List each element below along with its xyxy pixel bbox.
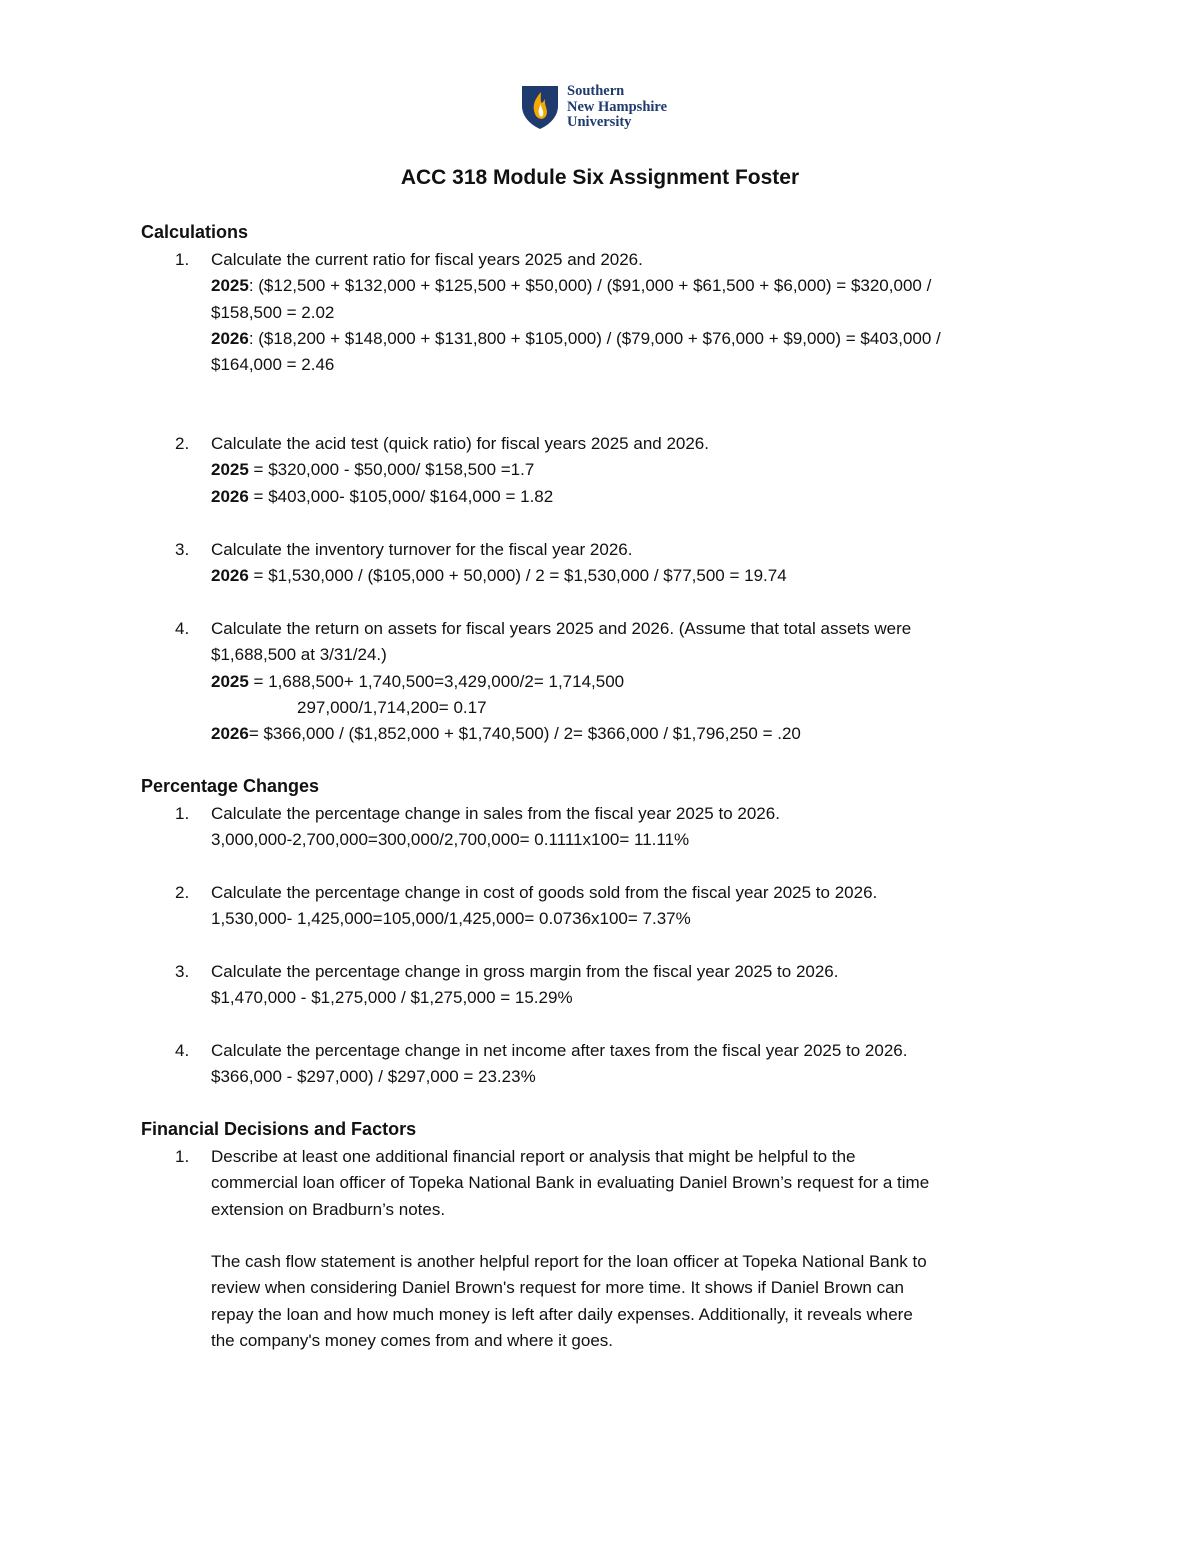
answer-text: The cash flow statement is another helpful report for the loan officer at Topeka National Bank to bbox=[211, 1252, 927, 1272]
logo-line-1: Southern bbox=[567, 83, 625, 99]
percentage-changes-heading: Percentage Changes bbox=[141, 776, 320, 796]
answer-text: = $1,530,000 / ($105,000 + 50,000) / 2 = $1,530,000 / $77,500 = 19.74 bbox=[248, 566, 787, 586]
item-number: 1. bbox=[175, 1147, 190, 1166]
calculations-heading: Calculations bbox=[141, 222, 249, 242]
answer-text: : ($18,200 + $148,000 + $131,800 + $105,000) / ($79,000 + $76,000 + $9,000) = $403,000 / bbox=[248, 328, 941, 348]
answer-text: $164,000 = 2.46 bbox=[211, 355, 335, 375]
answer-text: review when considering Daniel Brown's request for more time. It shows if Daniel Brown can bbox=[211, 1278, 904, 1298]
calc-item-4 bbox=[141, 616, 1071, 747]
question-prompt: $1,688,500 at 3/31/24.) bbox=[211, 645, 387, 665]
logo-line-3: University bbox=[567, 114, 632, 130]
logo-line-2: New Hampshire bbox=[567, 98, 668, 115]
question-prompt: extension on Bradburn’s notes. bbox=[211, 1199, 446, 1219]
year-label: 2026 bbox=[211, 328, 249, 348]
item-number: 2. bbox=[175, 883, 190, 902]
year-label: 2025 bbox=[211, 460, 249, 480]
answer-text: = $366,000 / ($1,852,000 + $1,740,500) / 2= $366,000 / $1,796,250 = .20 bbox=[248, 724, 801, 744]
pct-item-1 bbox=[141, 801, 1071, 854]
question-prompt: Describe at least one additional financial report or analysis that might be helpful to the bbox=[211, 1147, 856, 1166]
calc-item-1 bbox=[141, 247, 1071, 378]
shield-flame-icon bbox=[520, 84, 560, 130]
university-logo bbox=[520, 84, 690, 132]
item-number: 2. bbox=[175, 434, 190, 453]
year-label: 2026 bbox=[211, 724, 249, 744]
answer-text: 3,000,000-2,700,000=300,000/2,700,000= 0.1111x100= 11.11% bbox=[211, 830, 690, 850]
pct-item-4 bbox=[141, 1038, 1071, 1091]
question-prompt: commercial loan officer of Topeka National Bank in evaluating Daniel Brown’s request for a time bbox=[211, 1173, 930, 1193]
year-label: 2026 bbox=[211, 566, 249, 586]
item-number: 1. bbox=[175, 250, 190, 269]
answer-text: $366,000 - $297,000) / $297,000 = 23.23% bbox=[211, 1067, 536, 1087]
logo-wordmark bbox=[567, 84, 667, 131]
item-number: 3. bbox=[175, 540, 190, 559]
calc-item-2 bbox=[141, 431, 1071, 510]
document-title: ACC 318 Module Six Assignment Foster bbox=[400, 166, 800, 189]
question-prompt: Calculate the return on assets for fiscal years 2025 and 2026. (Assume that total assets were bbox=[211, 619, 912, 638]
answer-text: the company's money comes from and where it goes. bbox=[211, 1331, 613, 1351]
item-number: 1. bbox=[175, 804, 190, 823]
item-number: 3. bbox=[175, 962, 190, 981]
year-label: 2025 bbox=[211, 276, 249, 296]
fin-item-1 bbox=[141, 1144, 1071, 1354]
answer-text: $158,500 = 2.02 bbox=[211, 302, 335, 322]
question-prompt: Calculate the acid test (quick ratio) for fiscal years 2025 and 2026. bbox=[211, 434, 709, 453]
answer-text: $1,470,000 - $1,275,000 / $1,275,000 = 15.29% bbox=[211, 988, 573, 1008]
financial-decisions-heading: Financial Decisions and Factors bbox=[141, 1119, 417, 1139]
answer-text: : ($12,500 + $132,000 + $125,500 + $50,000) / ($91,000 + $61,500 + $6,000) = $320,000 / bbox=[248, 276, 932, 296]
item-number: 4. bbox=[175, 1041, 190, 1060]
answer-text: 1,530,000- 1,425,000=105,000/1,425,000= 0.0736x100= 7.37% bbox=[211, 909, 691, 929]
item-number: 4. bbox=[175, 619, 190, 638]
calc-item-3 bbox=[141, 537, 1071, 590]
answer-text: repay the loan and how much money is left after daily expenses. Additionally, it reveals where bbox=[211, 1304, 913, 1324]
answer-text: = $403,000- $105,000/ $164,000 = 1.82 bbox=[248, 486, 554, 506]
pct-item-2 bbox=[141, 880, 1071, 933]
pct-item-3 bbox=[141, 959, 1071, 1012]
question-prompt: Calculate the percentage change in sales from the fiscal year 2025 to 2026. bbox=[211, 804, 780, 823]
question-prompt: Calculate the percentage change in cost of goods sold from the fiscal year 2025 to 2026. bbox=[211, 883, 878, 902]
question-prompt: Calculate the percentage change in net income after taxes from the fiscal year 2025 to 2026. bbox=[211, 1041, 908, 1060]
answer-text: = 1,688,500+ 1,740,500=3,429,000/2= 1,714,500 bbox=[248, 671, 625, 691]
question-prompt: Calculate the percentage change in gross margin from the fiscal year 2025 to 2026. bbox=[211, 962, 839, 981]
year-label: 2025 bbox=[211, 671, 249, 691]
answer-text: 297,000/1,714,200= 0.17 bbox=[297, 697, 487, 717]
answer-text: = $320,000 - $50,000/ $158,500 =1.7 bbox=[248, 460, 535, 480]
question-prompt: Calculate the current ratio for fiscal years 2025 and 2026. bbox=[211, 250, 643, 269]
year-label: 2026 bbox=[211, 486, 249, 506]
question-prompt: Calculate the inventory turnover for the fiscal year 2026. bbox=[211, 540, 633, 559]
